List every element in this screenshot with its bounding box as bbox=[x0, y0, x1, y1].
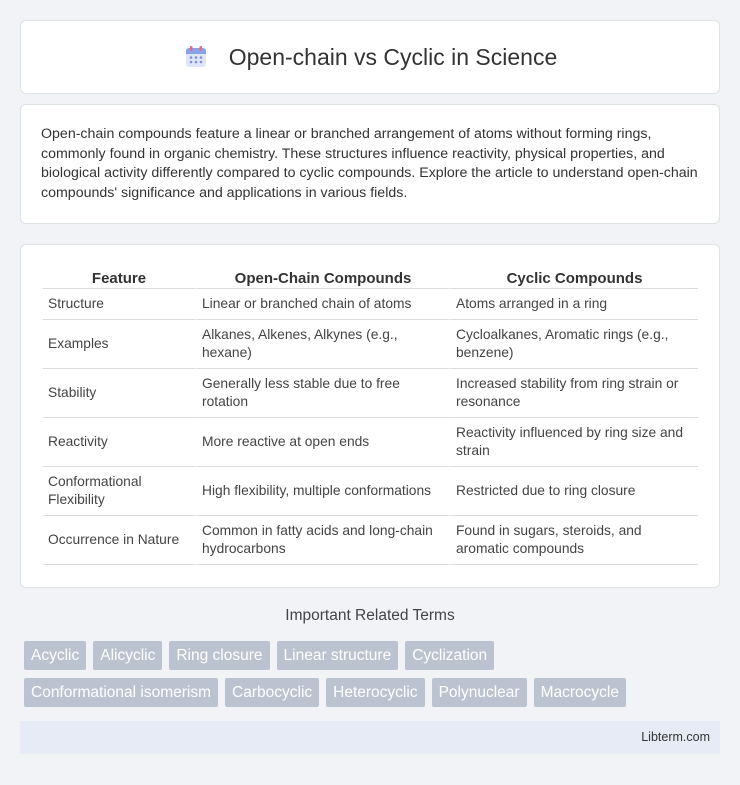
tag-heterocyclic[interactable]: Heterocyclic bbox=[326, 678, 424, 707]
table-cell: Generally less stable due to free rotation bbox=[195, 369, 449, 418]
intro-card bbox=[20, 104, 720, 224]
tag-carbocyclic[interactable]: Carbocyclic bbox=[225, 678, 319, 707]
table-cell: Occurrence in Nature bbox=[43, 516, 195, 565]
table-row bbox=[43, 320, 698, 369]
table-cell: Atoms arranged in a ring bbox=[449, 289, 698, 320]
table-row bbox=[43, 418, 698, 467]
table-cell: Stability bbox=[43, 369, 195, 418]
related-terms bbox=[24, 641, 724, 715]
table-cell: Common in fatty acids and long-chain hydrocarbons bbox=[195, 516, 449, 565]
header-card bbox=[20, 20, 720, 94]
table-cell: More reactive at open ends bbox=[195, 418, 449, 467]
comparison-card bbox=[20, 244, 720, 588]
tag-conformational-isomerism[interactable]: Conformational isomerism bbox=[24, 678, 218, 707]
tag-alicyclic[interactable]: Alicyclic bbox=[93, 641, 162, 670]
table-cell: Found in sugars, steroids, and aromatic compounds bbox=[449, 516, 698, 565]
footer bbox=[20, 721, 720, 754]
table-header: Feature bbox=[43, 267, 195, 289]
table-cell: Reactivity influenced by ring size and strain bbox=[449, 418, 698, 467]
table-header-row bbox=[43, 267, 698, 289]
table-cell: Alkanes, Alkenes, Alkynes (e.g., hexane) bbox=[195, 320, 449, 369]
table-row bbox=[43, 467, 698, 516]
tag-linear-structure[interactable]: Linear structure bbox=[277, 641, 399, 670]
tag-row bbox=[24, 641, 724, 670]
related-terms-title: Important Related Terms bbox=[285, 607, 455, 624]
table-header: Open-Chain Compounds bbox=[195, 267, 449, 289]
comparison-table bbox=[43, 267, 698, 565]
table-cell: Restricted due to ring closure bbox=[449, 467, 698, 516]
table-cell: Increased stability from ring strain or resonance bbox=[449, 369, 698, 418]
table-cell: Conformational Flexibility bbox=[43, 467, 195, 516]
tag-macrocycle[interactable]: Macrocycle bbox=[534, 678, 626, 707]
table-cell: Linear or branched chain of atoms bbox=[195, 289, 449, 320]
calendar-icon bbox=[183, 44, 209, 70]
table-cell: Reactivity bbox=[43, 418, 195, 467]
footer-link[interactable]: Libterm.com bbox=[641, 730, 710, 744]
table-row bbox=[43, 516, 698, 565]
table-row bbox=[43, 369, 698, 418]
tag-cyclization[interactable]: Cyclization bbox=[405, 641, 494, 670]
table-row bbox=[43, 289, 698, 320]
page-title: Open-chain vs Cyclic in Science bbox=[228, 43, 558, 70]
tag-acyclic[interactable]: Acyclic bbox=[24, 641, 86, 670]
table-cell: Examples bbox=[43, 320, 195, 369]
table-cell: Cycloalkanes, Aromatic rings (e.g., benzene) bbox=[449, 320, 698, 369]
tag-row bbox=[24, 678, 724, 707]
intro-text: Open-chain compounds feature a linear or branched arrangement of atoms without forming rings, commonly found in organic chemistry. These structures influence reactivity, physical properties, and biological activity differently compared to cyclic compounds. Explore the article to understand open-chain compounds' significance and applications in various fields. bbox=[41, 126, 698, 201]
tag-ring-closure[interactable]: Ring closure bbox=[169, 641, 269, 670]
table-cell: High flexibility, multiple conformations bbox=[195, 467, 449, 516]
tag-polynuclear[interactable]: Polynuclear bbox=[432, 678, 527, 707]
table-header: Cyclic Compounds bbox=[449, 267, 698, 289]
table-cell: Structure bbox=[43, 289, 195, 320]
